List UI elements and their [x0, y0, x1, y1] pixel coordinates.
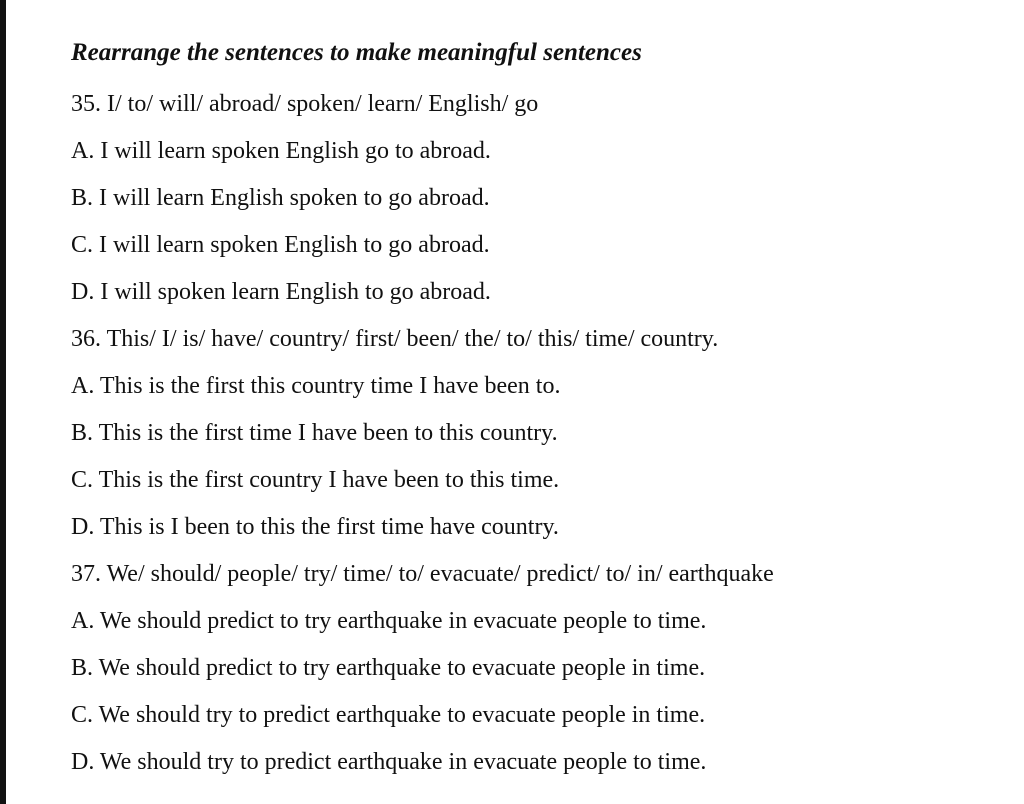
worksheet-content: [71, 34, 1004, 786]
option-c: C. This is the first country I have been to this time.: [71, 467, 560, 493]
option-a: A. This is the first this country time I have been to.: [71, 373, 561, 399]
left-border: [0, 0, 6, 804]
option-c: C. I will learn spoken English to go abroad.: [71, 232, 490, 258]
worksheet-title: Rearrange the sentences to make meaningful sentences: [71, 39, 642, 66]
option-d: D. This is I been to this the first time have country.: [71, 514, 559, 540]
option-a: A. We should predict to try earthquake in evacuate people to time.: [71, 608, 707, 634]
question-prompt: 36. This/ I/ is/ have/ country/ first/ been/ the/ to/ this/ time/ country.: [71, 326, 719, 352]
option-d: D. We should try to predict earthquake in evacuate people to time.: [71, 749, 707, 775]
question-36: [71, 316, 1004, 551]
question-37: [71, 551, 1004, 786]
option-c: C. We should try to predict earthquake to evacuate people in time.: [71, 702, 706, 728]
option-b: B. This is the first time I have been to this country.: [71, 420, 558, 446]
question-35: [71, 81, 1004, 316]
option-b: B. I will learn English spoken to go abroad.: [71, 185, 490, 211]
option-d: D. I will spoken learn English to go abroad.: [71, 279, 491, 305]
question-prompt: 35. I/ to/ will/ abroad/ spoken/ learn/ English/ go: [71, 91, 539, 117]
question-prompt: 37. We/ should/ people/ try/ time/ to/ evacuate/ predict/ to/ in/ earthquake: [71, 561, 774, 587]
option-b: B. We should predict to try earthquake to evacuate people in time.: [71, 655, 706, 681]
option-a: A. I will learn spoken English go to abroad.: [71, 138, 491, 164]
